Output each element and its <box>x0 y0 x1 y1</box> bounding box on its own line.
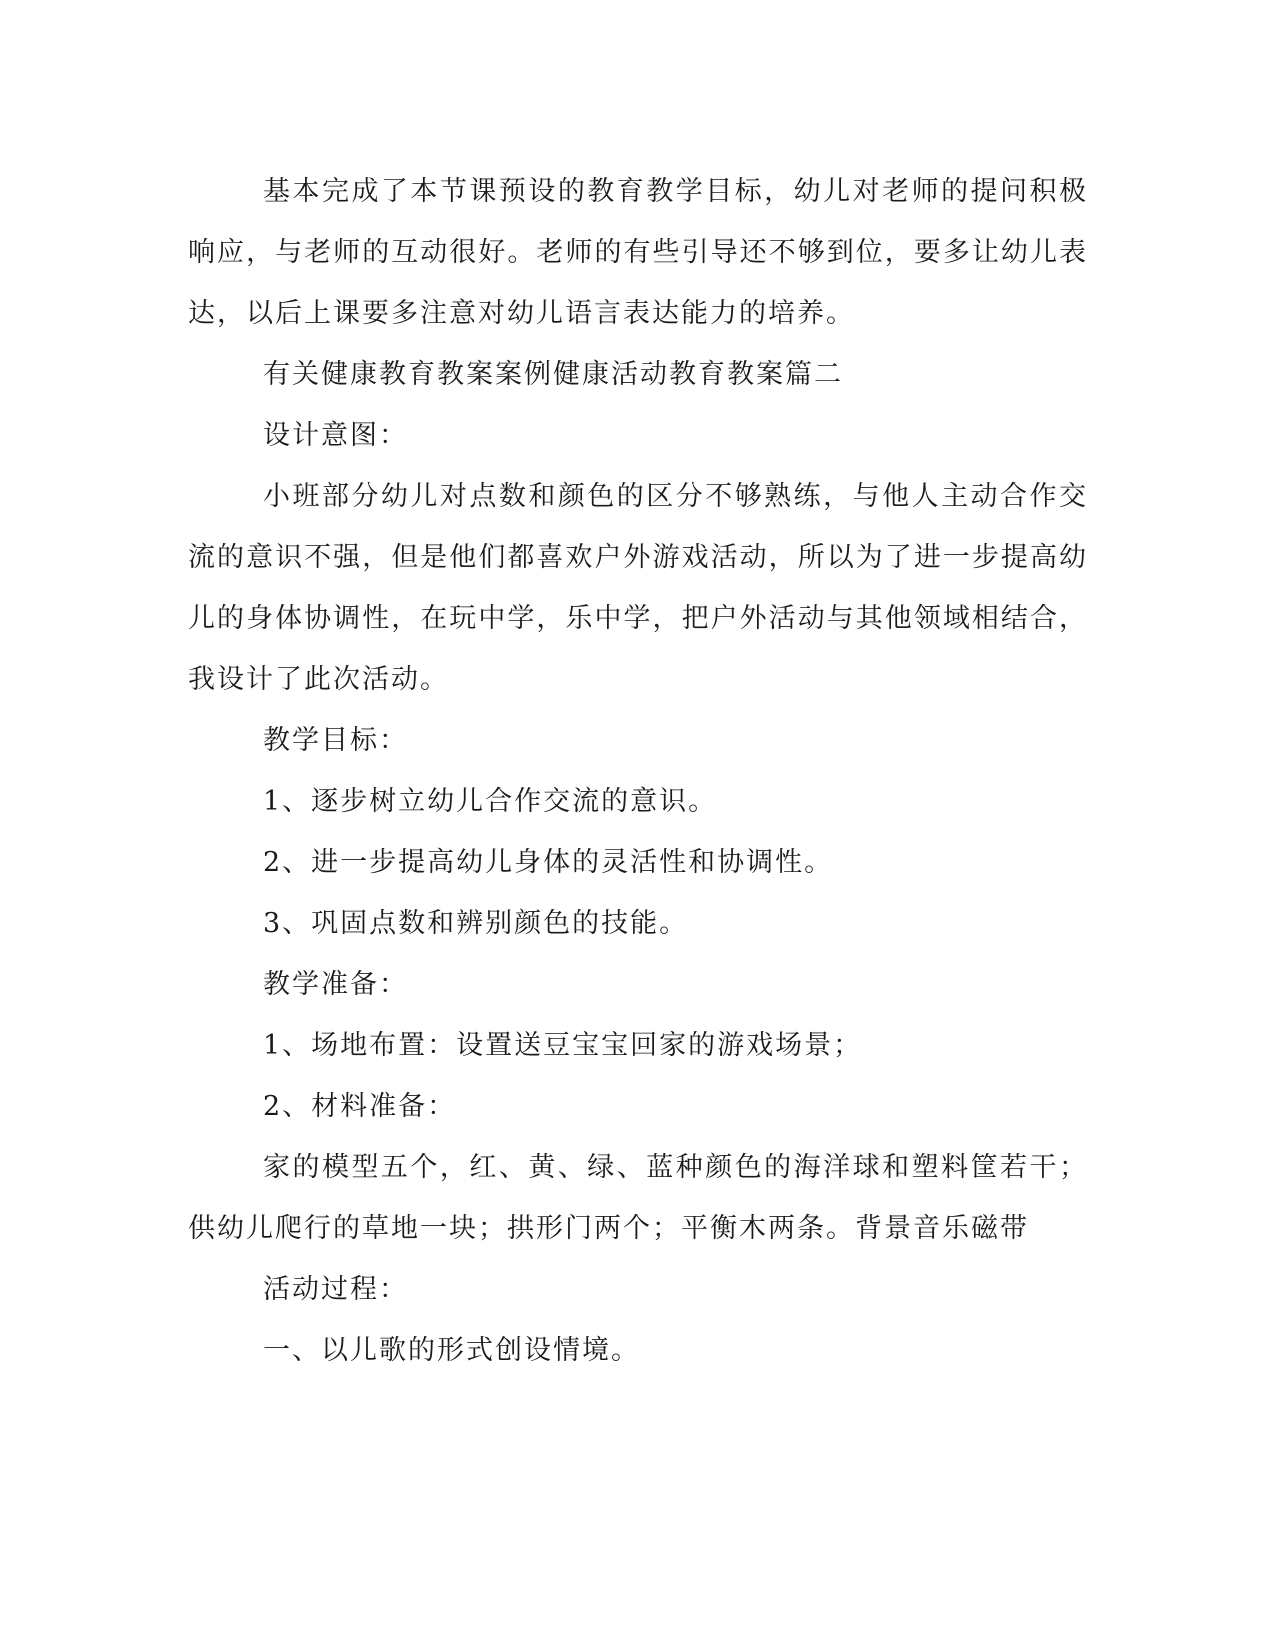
list-item-goal-1: 1、逐步树立幼儿合作交流的意识。 <box>263 786 718 817</box>
list-item-goal-2: 2、进一步提高幼儿身体的灵活性和协调性。 <box>263 847 834 878</box>
list-item-process-1: 一、以儿歌的形式创设情境。 <box>263 1335 640 1366</box>
section-title: 有关健康教育教案案例健康活动教育教案篇二 <box>263 359 843 390</box>
list-item-prep-2: 2、材料准备： <box>263 1091 457 1122</box>
heading-teaching-goals: 教学目标： <box>263 725 408 756</box>
heading-activity-process: 活动过程： <box>263 1274 408 1305</box>
paragraph-summary: 基本完成了本节课预设的教育教学目标，幼儿对老师的提问积极响应，与老师的互动很好。老师的有些引导还不够到位，要多让幼儿表达，以后上课要多注意对幼儿语言表达能力的培养。 <box>188 176 1088 329</box>
heading-teaching-preparation: 教学准备： <box>263 969 408 1000</box>
paragraph-materials: 家的模型五个，红、黄、绿、蓝种颜色的海洋球和塑料筐若干；供幼儿爬行的草地一块；拱形门两个；平衡木两条。背景音乐磁带 <box>188 1152 1088 1244</box>
document-body <box>188 161 1088 1381</box>
heading-design-intent: 设计意图： <box>263 420 408 451</box>
list-item-prep-1: 1、场地布置：设置送豆宝宝回家的游戏场景； <box>263 1030 863 1061</box>
paragraph-design-intent: 小班部分幼儿对点数和颜色的区分不够熟练，与他人主动合作交流的意识不强，但是他们都喜欢户外游戏活动，所以为了进一步提高幼儿的身体协调性，在玩中学，乐中学，把户外活动与其他领域相结合，我设计了此次活动。 <box>188 481 1088 695</box>
list-item-goal-3: 3、巩固点数和辨别颜色的技能。 <box>263 908 689 939</box>
